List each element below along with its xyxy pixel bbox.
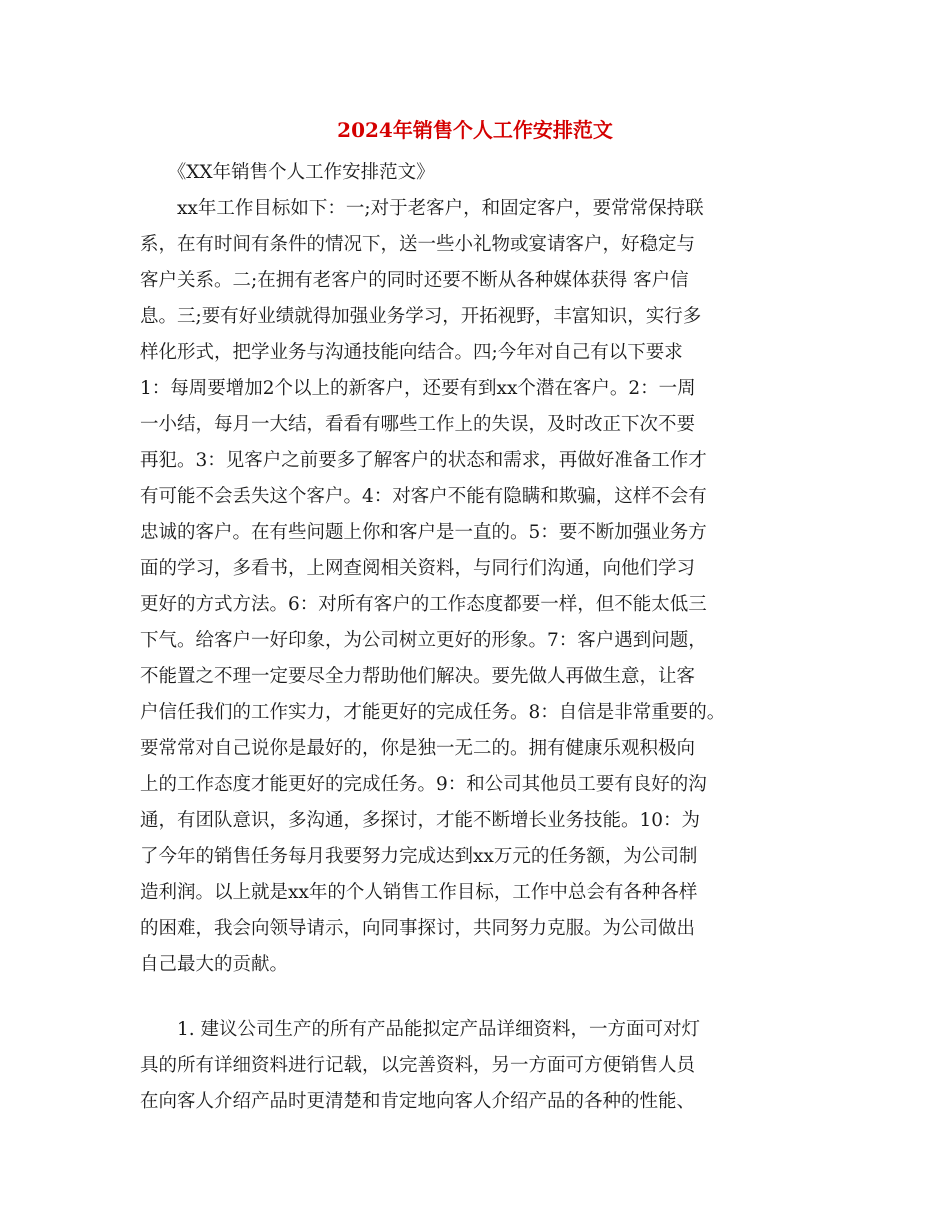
text-line: 通，有团队意识，多沟通，多探讨，才能不断增长业务技能。10：为	[140, 810, 701, 831]
text-line: 《XX年销售个人工作安排范文》	[140, 162, 435, 183]
document-body	[140, 155, 812, 983]
text-line: 户信任我们的工作实力，才能更好的完成任务。8：自信是非常重要的。	[140, 702, 726, 723]
text-line: 的困难，我会向领导请示，向同事探讨，共同努力克服。为公司做出	[140, 918, 696, 939]
text-line: 系，在有时间有条件的情况下，送一些小礼物或宴请客户，好稳定与	[140, 234, 696, 255]
text-line: 在向客人介绍产品时更清楚和肯定地向客人介绍产品的各种的性能、	[140, 1091, 696, 1112]
text-line: 面的学习，多看书，上网查阅相关资料，与同行们沟通，向他们学习	[140, 558, 696, 579]
text-line: 下气。给客户一好印象，为公司树立更好的形象。7：客户遇到问题，	[140, 630, 707, 651]
text-line: 要常常对自己说你是最好的，你是独一无二的。拥有健康乐观积极向	[140, 738, 696, 759]
text-line: 上的工作态度才能更好的完成任务。9：和公司其他员工要有良好的沟	[140, 774, 707, 795]
text-line: 不能置之不理一定要尽全力帮助他们解决。要先做人再做生意，让客	[140, 666, 696, 687]
text-line: 息。三;要有好业绩就得加强业务学习，开拓视野，丰富知识，实行多	[140, 306, 702, 327]
text-line: 一小结，每月一大结，看看有哪些工作上的失误，及时改正下次不要	[140, 414, 696, 435]
document-body-numbered	[140, 1012, 812, 1120]
text-line: 客户关系。二;在拥有老客户的同时还要不断从各种媒体获得 客户信	[140, 270, 689, 291]
text-line: 自己最大的贡献。	[140, 954, 289, 975]
text-line: 1：每周要增加2个以上的新客户，还要有到xx个潜在客户。2：一周	[140, 378, 696, 399]
text-line: 忠诚的客户。在有些问题上你和客户是一直的。5：要不断加强业务方	[140, 522, 707, 543]
text-line: 更好的方式方法。6：对所有客户的工作态度都要一样，但不能太低三	[140, 594, 707, 615]
text-line: 了今年的销售任务每月我要努力完成达到xx万元的任务额，为公司制	[140, 846, 698, 867]
text-line: 样化形式，把学业务与沟通技能向结合。四;今年对自己有以下要求	[140, 342, 683, 363]
text-line: 有可能不会丢失这个客户。4：对客户不能有隐瞒和欺骗，这样不会有	[140, 486, 707, 507]
text-line: xx年工作目标如下：一;对于老客户，和固定客户，要常常保持联	[140, 198, 704, 219]
text-line: 具的所有详细资料进行记载，以完善资料，另一方面可方便销售人员	[140, 1055, 696, 1076]
document-title: 2024年销售个人工作安排范文	[337, 118, 613, 142]
text-line: 再犯。3：见客户之前要多了解客户的状态和需求，再做好准备工作才	[140, 450, 707, 471]
text-line: 1. 建议公司生产的所有产品能拟定产品详细资料，一方面可对灯	[140, 1019, 701, 1040]
text-line: 造利润。以上就是xx年的个人销售工作目标，工作中总会有各种各样	[140, 882, 698, 903]
